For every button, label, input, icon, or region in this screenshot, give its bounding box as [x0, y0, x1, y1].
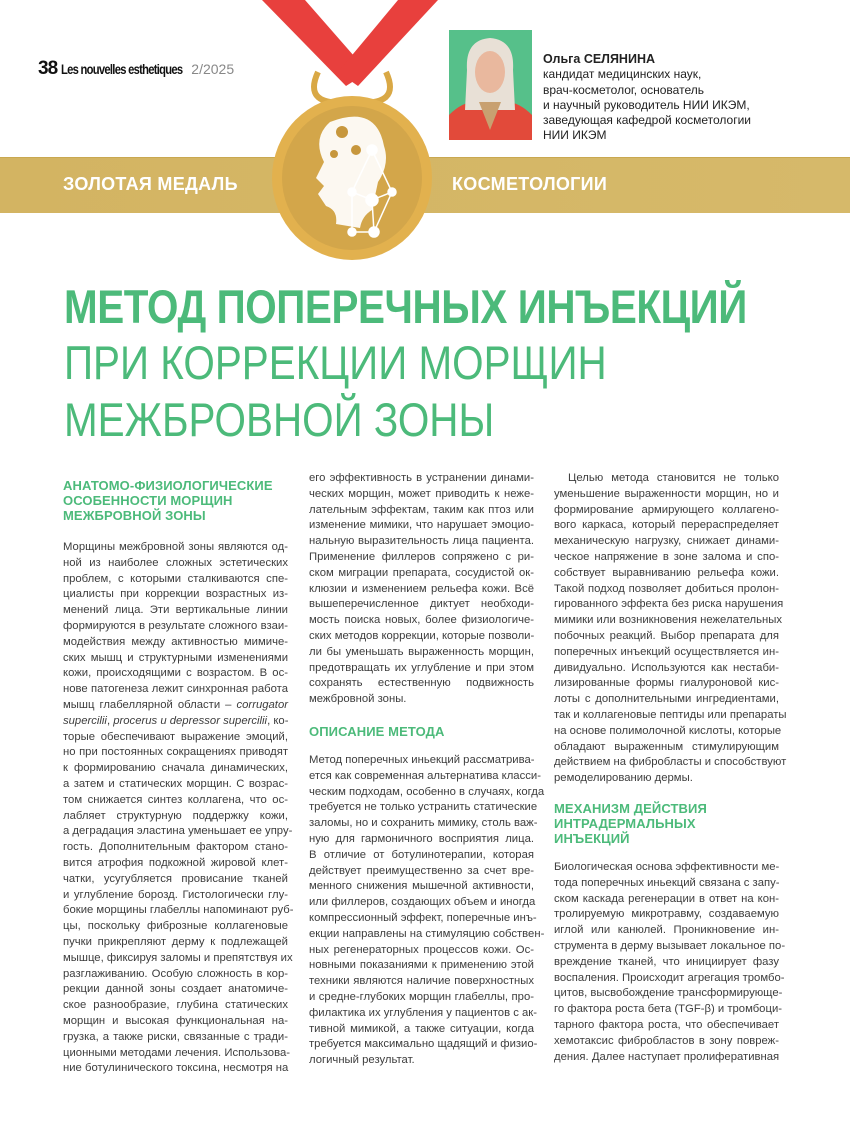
text-line: ческих морщин, может приводить к неже-	[309, 487, 534, 500]
text-line: цитов, высвобождение трансформирующе-	[554, 987, 783, 1000]
text-line: Морщины межбровной зоны являются од-	[63, 541, 288, 553]
text-line: ется как современная альтернатива класси-	[309, 769, 541, 782]
text-line: ском миграции препарата, сосудистой ок-	[309, 566, 534, 579]
text-line: морщин и высокая функциональная на-	[63, 1014, 288, 1027]
author-bio-line: заведующая кафедрой косметологии	[543, 113, 752, 128]
text-line: мышц глабеллярной области – corrugator	[63, 698, 288, 711]
author-bio-line: кандидат медицинских наук,	[543, 67, 702, 82]
title-line-1: МЕТОД ПОПЕРЕЧНЫХ ИНЪЕКЦИЙ	[64, 280, 747, 333]
text-line: требуется максимально щадящий и физио-	[309, 1038, 538, 1051]
author-name: Ольга СЕЛЯНИНА	[543, 52, 655, 66]
page-folio	[38, 58, 234, 80]
text-line: действием на фибробласты и способствуют	[554, 756, 787, 769]
text-line: циалисты при коррекции возрастных из-	[63, 588, 288, 601]
text-line: лизированные формы гиалуроновой кис-	[554, 677, 779, 690]
text-line: уменьшение выраженности морщин, но и	[554, 487, 779, 500]
text-line: мость поиска новых, более физиологиче-	[309, 614, 534, 627]
text-line: требуется не только устранить статические	[309, 801, 538, 814]
article-title	[64, 280, 850, 448]
text-line: механическую нагрузку, снижает динами-	[554, 535, 779, 548]
text-line: обладают выраженным стимулирующим	[554, 740, 779, 753]
text-line: нове патогенеза лежит синхронная работа	[63, 683, 288, 696]
text-line: сохранять естественную подвижность	[309, 677, 534, 690]
column-1	[63, 478, 294, 1077]
author-bio-line: НИИ ИКЭМ	[543, 128, 607, 143]
text-line: ское разнообразие, глубина статических	[63, 999, 288, 1012]
band-label-left: ЗОЛОТАЯ МЕДАЛЬ	[63, 174, 238, 194]
text-line: тода поперечных иньекций связана с запу-	[554, 876, 780, 889]
text-line: вого каркаса, который перераспределяет	[554, 519, 779, 532]
heading-line: ИНЪЕКЦИЙ	[554, 830, 630, 846]
text-line: собствует выравниванию рельефа кожи.	[554, 566, 779, 579]
paragraph	[309, 753, 545, 1069]
text-line: ремоделированию дермы.	[554, 772, 693, 785]
text-line: лательным эффектам, таким как птоз или	[309, 503, 534, 516]
text-line: хемотаксис фибробластов в зону повреж-	[554, 1034, 779, 1047]
text-line: к формированию сначала динамических,	[63, 762, 288, 775]
text-line: Применение филлеров сопряжено с ри-	[309, 550, 534, 563]
text-line: кожи, происходящими с возрастом. В ос-	[63, 667, 288, 680]
text-line: разглаживанию. Особую сложность в кор-	[63, 967, 288, 980]
text-line: В отличие от ботулинотерапии, которая	[309, 848, 534, 861]
text-line: его эффективность в устранении динами-	[309, 472, 534, 484]
paragraph	[554, 860, 786, 1065]
text-line: грузка, а также риски, связанные с тради-	[63, 1030, 288, 1043]
heading-line: АНАТОМО-ФИЗИОЛОГИЧЕСКИЕ	[63, 478, 273, 493]
text-line: ние ботулинического токсина, несмотря на	[63, 1062, 289, 1075]
text-line: побочных реакций. Выбор препарата для	[554, 629, 779, 642]
text-line: менного снижения мышечной активности,	[309, 880, 534, 893]
text-line: компрессионный эффект, поперечные инъ-	[309, 911, 537, 924]
page-number: 38	[38, 58, 58, 79]
text-line: предотвращать их углубление и при этом	[309, 661, 534, 674]
text-line: менений лица. Эти вертикальные линии	[63, 604, 288, 617]
text-line: мышце, фиксируя заломы и препятствуя их	[63, 951, 293, 964]
heading-line: ОСОБЕННОСТИ МОРЩИН	[63, 493, 233, 508]
text-line: струмента в дерму вызывает локальное по-	[554, 939, 786, 952]
text-line: дения. Далее наступает пролиферативная	[554, 1050, 780, 1063]
band-label-right: КОСМЕТОЛОГИИ	[452, 174, 608, 194]
author-photo	[449, 30, 532, 140]
issue-number: 2/2025	[191, 61, 235, 77]
text-line: вреждение тканей, что инициирует фазу	[554, 955, 779, 968]
text-line: Целью метода становится не только	[568, 472, 779, 484]
text-line: торые обеспечивают выражение эмоций,	[63, 730, 288, 743]
text-line: так и коллагеновые пептиды или препараты	[554, 708, 787, 721]
text-line: бокие морщины глабеллы напоминают руб-	[63, 904, 294, 917]
text-line: ском каскада регенерации в ответ на кон-	[554, 892, 779, 905]
text-line: и средне-глубоких морщин глабеллы, про-	[309, 990, 534, 1003]
text-line: цы, поскольку фиброзные коллагеновые	[63, 920, 288, 933]
section-heading-mechanism	[554, 801, 779, 846]
text-line: логичный результат.	[309, 1054, 415, 1067]
text-line: тролируемую микротравму, создаваемую	[554, 908, 779, 921]
text-line: техники являются наличие поверхностных	[309, 975, 534, 988]
text-line: вится атрофия подкожной жировой клет-	[63, 856, 288, 869]
text-line: тарного фактора роста, что обеспечивает	[554, 1018, 779, 1031]
text-line: рекции данной зоны создает анатомиче-	[63, 983, 288, 996]
text-line: формирование армирующего коллагено-	[554, 503, 779, 516]
text-line: воспаления. Происходит агрегация тромбо-	[554, 971, 785, 984]
paragraph	[63, 540, 294, 1077]
text-line: а затем и статических морщин. С возрас-	[63, 777, 288, 790]
section-heading-anatomy	[63, 478, 288, 523]
text-line: вышеперечисленное диктует необходи-	[309, 598, 534, 611]
magazine-name: Les nouvelles esthetiques	[61, 61, 183, 77]
text-line: тивной мимикой, а также ситуации, когда	[309, 1022, 534, 1035]
text-line: формируются в результате сложного взаи-	[63, 619, 288, 632]
text-line: изменение мимики, что нарушает эмоцио-	[309, 519, 534, 532]
text-line: новными показаниями к применению этой	[309, 959, 534, 972]
text-line: на основе полимолочной кислоты, которые	[554, 724, 782, 737]
text-line: ную для гармоничного восприятия лица.	[309, 832, 534, 845]
text-line: или филлеров, создающих объем и иногда	[309, 896, 536, 909]
heading-line: МЕЖБРОВНОЙ ЗОНЫ	[63, 508, 206, 523]
column-3	[554, 471, 787, 1065]
column-2	[309, 471, 545, 1069]
text-line: модействия между активностью мимиче-	[63, 635, 288, 648]
text-line: нальную выразительность лица пациента.	[309, 535, 534, 548]
text-line: и углубление борозд. Гистологически глу-	[63, 888, 288, 901]
text-line: екции направлены на стимуляцию собствен-	[309, 927, 545, 940]
text-line: действует преимущественно за счет вре-	[309, 864, 534, 877]
text-line: гированного эффекта без риска нарушения	[554, 598, 784, 611]
text-line: Такой подход позволяет добиться пролон-	[554, 582, 779, 595]
text-line: лоты с дополнительными ингредиентами,	[554, 693, 779, 706]
text-line: ских мышц и структурными изменениями	[63, 651, 288, 664]
text-line: Метод поперечных иньекций рассматрива-	[309, 753, 535, 766]
heading-line: МЕХАНИЗМ ДЕЙСТВИЯ	[554, 800, 707, 816]
text-line: чатки, усугубляется провисание тканей	[63, 872, 288, 885]
text-line: пучки прикрепляют дерму к подлежащей	[63, 935, 288, 948]
text-line: ских методов коррекции, которые позволи-	[309, 629, 535, 642]
paragraph	[309, 471, 534, 708]
gold-medal-icon	[255, 0, 455, 265]
title-line-3: МЕЖБРОВНОЙ ЗОНЫ	[64, 393, 495, 446]
text-line: Биологическая основа эффективности ме-	[554, 860, 780, 873]
text-line: ческим подходам, особенно в случаях, когда	[309, 785, 545, 798]
text-line: заломы, но и сохранить мимику, столь важ-	[309, 817, 538, 830]
text-line: но при постоянных сокращениях приводят	[63, 746, 288, 759]
text-line: мимики или возникновения нежелательных	[554, 614, 783, 627]
author-info	[543, 52, 751, 144]
text-line: ной из наиболее сложных эстетических	[63, 556, 288, 569]
text-line: ционными методами лечения. Использова-	[63, 1046, 290, 1059]
text-line: го фактора роста бета (TGF-β) и тромбоци-	[554, 1003, 783, 1016]
text-line: том снижается синтез коллагена, что ос-	[63, 793, 288, 806]
author-bio-line: врач-косметолог, основатель	[543, 82, 704, 97]
heading-line: ИНТРАДЕРМАЛЬНЫХ	[554, 815, 696, 831]
text-line: supercilii, procerus и depressor supercilii, ко-	[63, 714, 289, 727]
text-line: дивидуально. Используются как нестаби-	[554, 661, 779, 674]
text-line: клюзии и изменением рельефа кожи. Всё	[309, 582, 534, 595]
author-bio-line: и научный руководитель НИИ ИКЭМ,	[543, 97, 750, 112]
text-line: проблем, с которыми сталкиваются спе-	[63, 572, 288, 585]
section-heading-method: ОПИСАНИЕ МЕТОДА	[309, 723, 445, 739]
text-line: ных регенераторных процессов кожи. Ос-	[309, 943, 534, 956]
paragraph	[554, 471, 787, 787]
text-line: гость. Дополнительным фактором стано-	[63, 841, 288, 854]
text-line: поперечных инъекций осуществляется ин-	[554, 645, 779, 658]
text-line: ли бы уменьшать выраженность морщин,	[309, 645, 534, 658]
text-line: а деградация эластина уменьшает ее упру-	[63, 825, 293, 838]
text-line: лабляет структурную поддержку кожи,	[63, 809, 288, 822]
text-line: межбровной зоны.	[309, 693, 407, 706]
text-line: иглой или канюлей. Проникновение ин-	[554, 924, 779, 937]
text-line: филактика их углубления у пациентов с ак-	[309, 1006, 538, 1019]
title-line-2: ПРИ КОРРЕКЦИИ МОРЩИН	[64, 336, 607, 389]
text-line: ческое напряжение в зоне залома и спо-	[554, 550, 779, 563]
